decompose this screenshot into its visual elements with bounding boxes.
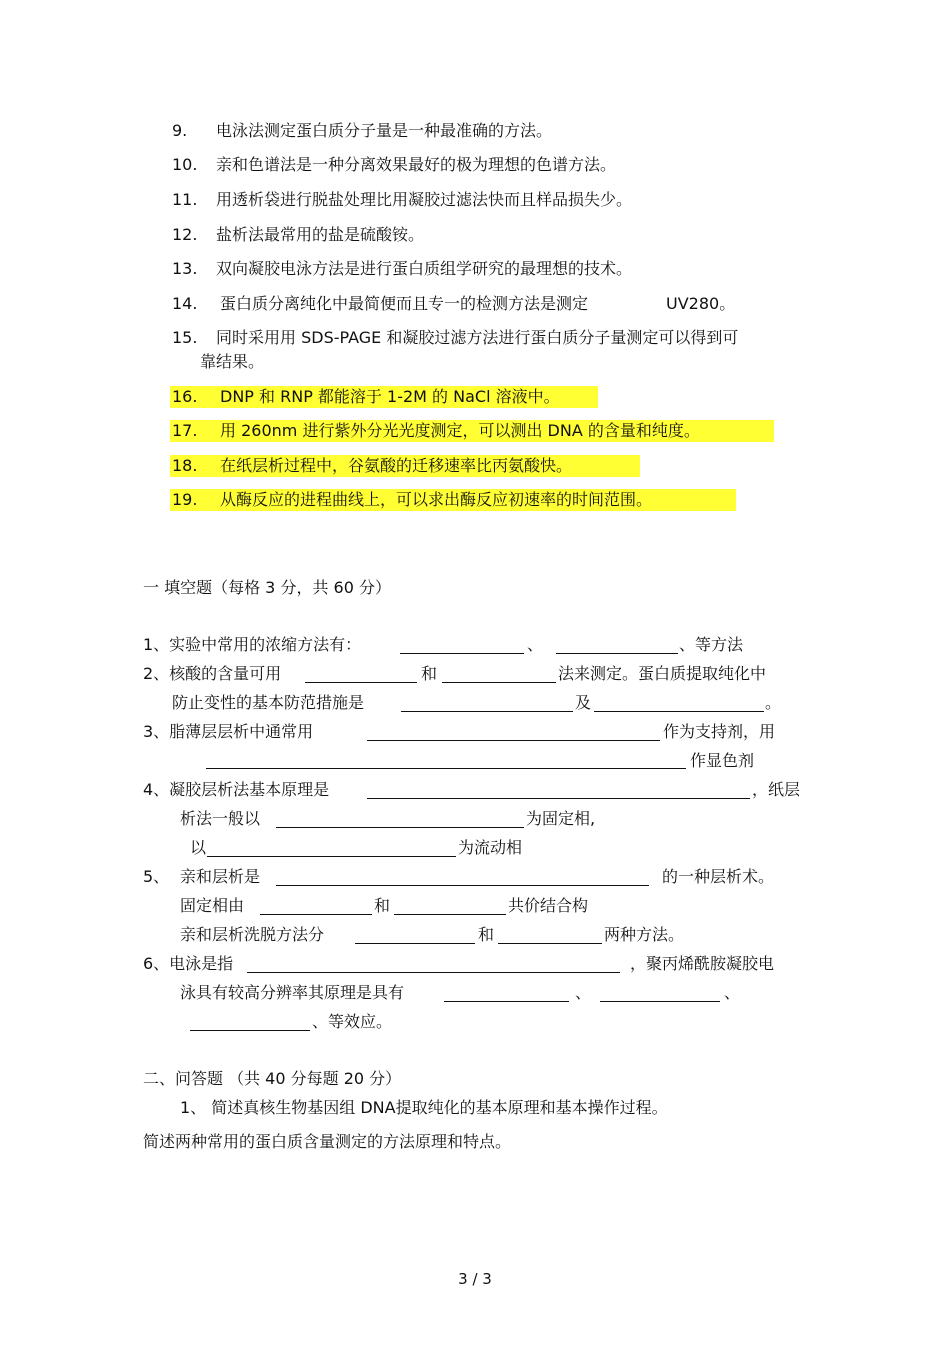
answer-blank[interactable]	[276, 869, 649, 886]
question-text: 法来测定。蛋白质提取纯化中	[558, 664, 767, 683]
page-number: 3 / 3	[458, 1270, 492, 1288]
question-text: 泳具有较高分辨率其原理是具有	[180, 983, 405, 1002]
question-text: ，纸层	[752, 780, 801, 799]
item-text: 用透析袋进行脱盐处理比用凝胶过滤法快而且样品损失少。	[216, 190, 633, 209]
item-number: 14.	[172, 294, 198, 313]
item-text: 用 260nm 进行紫外分光光度测定，可以测出 DNA 的含量和纯度。	[220, 421, 700, 440]
question-text: 以	[190, 838, 207, 857]
question-text: 。	[765, 693, 782, 712]
question-text: 5、	[143, 867, 170, 886]
question-text: 作显色剂	[690, 751, 755, 770]
answer-blank[interactable]	[207, 840, 456, 857]
section-heading-qa: 二、问答题 （共 40 分每题 20 分）	[143, 1069, 402, 1088]
question-text: ，聚丙烯酰胺凝胶电	[630, 954, 775, 973]
qa-question-1: 1、 简述真核生物基因组 DNA提取纯化的基本原理和基本操作过程。	[180, 1098, 668, 1117]
question-text: 和	[421, 664, 438, 683]
question-text: 、	[724, 983, 741, 1002]
item-number: 9.	[172, 121, 188, 140]
question-text: 、	[527, 635, 544, 654]
question-text: 为流动相	[458, 838, 523, 857]
item-text: 蛋白质分离纯化中最简便而且专一的检测方法是测定	[220, 294, 589, 313]
question-text: 6、电泳是指	[143, 954, 234, 973]
item-text: 电泳法测定蛋白质分子量是一种最准确的方法。	[216, 121, 553, 140]
question-text: 为固定相,	[526, 809, 596, 828]
item-text: 同时采用用 SDS-PAGE 和凝胶过滤方法进行蛋白质分子量测定可以得到可	[216, 328, 739, 347]
item-15-continuation: 靠结果。	[200, 352, 265, 371]
answer-blank[interactable]	[190, 1014, 310, 1031]
item-text: DNP 和 RNP 都能溶于 1-2M 的 NaCl 溶液中。	[220, 387, 560, 406]
item-number: 16.	[172, 387, 198, 406]
item-18	[172, 455, 573, 477]
item-text: 从酶反应的进程曲线上，可以求出酶反应初速率的时间范围。	[220, 490, 653, 509]
item-text-extra: UV280。	[666, 294, 736, 313]
answer-blank[interactable]	[600, 985, 720, 1002]
answer-blank[interactable]	[367, 782, 750, 799]
item-13	[172, 258, 633, 280]
item-number: 10.	[172, 155, 198, 174]
item-number: 13.	[172, 259, 198, 278]
question-text: 析法一般以	[180, 809, 261, 828]
question-text: 的一种层析术。	[662, 867, 775, 886]
section-heading-fill: 一 填空题（每格 3 分，共 60 分）	[143, 578, 391, 597]
item-9	[172, 120, 553, 142]
answer-blank[interactable]	[367, 724, 660, 741]
item-16	[172, 386, 560, 408]
answer-blank[interactable]	[556, 637, 678, 654]
question-text: 固定相由	[180, 896, 245, 915]
answer-blank[interactable]	[401, 695, 573, 712]
question-text: 、等方法	[679, 635, 744, 654]
item-number: 12.	[172, 225, 198, 244]
question-text: 和	[374, 896, 391, 915]
item-number: 11.	[172, 190, 198, 209]
answer-blank[interactable]	[498, 927, 602, 944]
question-text: 1、实验中常用的浓缩方法有：	[143, 635, 362, 654]
question-text: 4、凝胶层析法基本原理是	[143, 780, 330, 799]
item-14	[172, 293, 736, 315]
item-number: 19.	[172, 490, 198, 509]
question-text: 防止变性的基本防范措施是	[172, 693, 365, 712]
item-11	[172, 189, 633, 211]
answer-blank[interactable]	[305, 666, 417, 683]
item-15	[172, 327, 739, 349]
question-text: 亲和层析是	[180, 867, 261, 886]
answer-blank[interactable]	[594, 695, 764, 712]
item-12	[172, 224, 425, 246]
question-text: 2、核酸的含量可用	[143, 664, 282, 683]
item-19	[172, 489, 653, 511]
answer-blank[interactable]	[444, 985, 569, 1002]
qa-question-2: 简述两种常用的蛋白质含量测定的方法原理和特点。	[143, 1132, 512, 1151]
question-text: 、等效应。	[312, 1012, 393, 1031]
item-17	[172, 420, 700, 442]
item-text: 在纸层析过程中，谷氨酸的迁移速率比丙氨酸快。	[220, 456, 573, 475]
answer-blank[interactable]	[247, 956, 620, 973]
item-text: 双向凝胶电泳方法是进行蛋白质组学研究的最理想的技术。	[216, 259, 633, 278]
question-text: 3、脂薄层层析中通常用	[143, 722, 314, 741]
question-text: 作为支持剂，用	[663, 722, 776, 741]
answer-blank[interactable]	[400, 637, 524, 654]
item-number: 17.	[172, 421, 198, 440]
answer-blank[interactable]	[355, 927, 475, 944]
answer-blank[interactable]	[206, 752, 686, 769]
item-10	[172, 154, 617, 176]
item-number: 18.	[172, 456, 198, 475]
question-text: 亲和层析洗脱方法分	[180, 925, 325, 944]
answer-blank[interactable]	[394, 898, 506, 915]
answer-blank[interactable]	[442, 666, 556, 683]
answer-blank[interactable]	[260, 898, 372, 915]
question-text: 、	[575, 983, 592, 1002]
answer-blank[interactable]	[276, 811, 524, 828]
question-text: 和	[478, 925, 495, 944]
item-text: 亲和色谱法是一种分离效果最好的极为理想的色谱方法。	[216, 155, 617, 174]
item-text: 盐析法最常用的盐是硫酸铵。	[216, 225, 425, 244]
question-text: 共价结合构	[508, 896, 589, 915]
item-number: 15.	[172, 328, 198, 347]
question-text: 两种方法。	[604, 925, 685, 944]
question-text: 及	[575, 693, 592, 712]
